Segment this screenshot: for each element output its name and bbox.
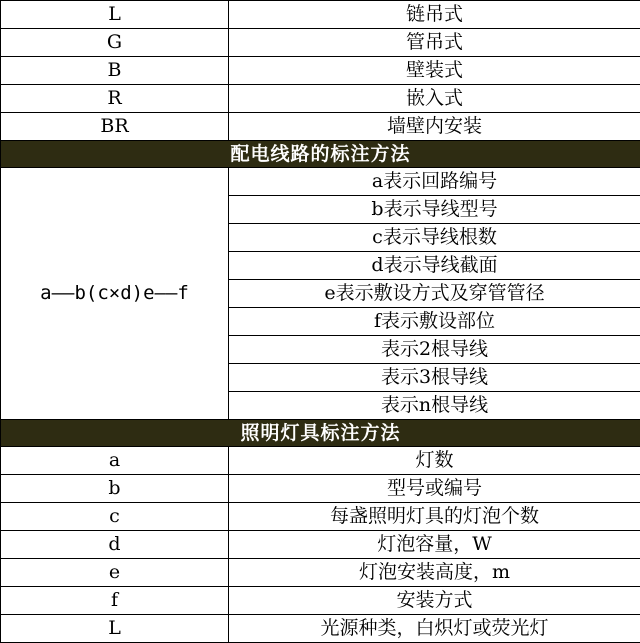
desc-cell: c表示导线根数 [229, 224, 640, 252]
desc-cell: 每盏照明灯具的灯泡个数 [229, 503, 640, 531]
desc-cell: f表示敷设部位 [229, 308, 640, 336]
desc-cell: 表示n根导线 [229, 392, 640, 420]
desc-cell: 嵌入式 [229, 85, 640, 113]
section-header-row [1, 420, 640, 447]
desc-cell: d表示导线截面 [229, 252, 640, 280]
table-row [1, 57, 640, 85]
desc-cell: b表示导线型号 [229, 196, 640, 224]
table-row [1, 1, 640, 29]
desc-cell: 墙壁内安装 [229, 113, 640, 141]
code-cell: R [1, 85, 229, 113]
code-cell: f [1, 587, 229, 615]
code-cell: b [1, 475, 229, 503]
formula-text: a——b(c×d)e——f [40, 284, 189, 303]
desc-cell: 型号或编号 [229, 475, 640, 503]
table-row [1, 503, 640, 531]
code-cell: a [1, 447, 229, 475]
table-row [1, 615, 640, 643]
code-cell: G [1, 29, 229, 57]
code-cell: d [1, 531, 229, 559]
desc-cell: 表示2根导线 [229, 336, 640, 364]
section-title-wiring: 配电线路的标注方法 [1, 141, 640, 168]
table-row [1, 168, 640, 196]
code-cell: L [1, 1, 229, 29]
desc-cell: 管吊式 [229, 29, 640, 57]
table-row [1, 85, 640, 113]
desc-cell: e表示敷设方式及穿管管径 [229, 280, 640, 308]
table-row [1, 475, 640, 503]
desc-cell: 链吊式 [229, 1, 640, 29]
table-row [1, 29, 640, 57]
desc-cell: 灯泡安装高度，m [229, 559, 640, 587]
desc-cell: 灯泡容量，W [229, 531, 640, 559]
code-cell: B [1, 57, 229, 85]
formula-cell [1, 168, 229, 420]
desc-cell: 壁装式 [229, 57, 640, 85]
section-header-row [1, 141, 640, 168]
table-row [1, 531, 640, 559]
desc-cell: a表示回路编号 [229, 168, 640, 196]
code-cell: e [1, 559, 229, 587]
table-row [1, 587, 640, 615]
table-row [1, 559, 640, 587]
table-row [1, 113, 640, 141]
desc-cell: 灯数 [229, 447, 640, 475]
table-row [1, 447, 640, 475]
desc-cell: 光源种类，白炽灯或荧光灯 [229, 615, 640, 643]
desc-cell: 安装方式 [229, 587, 640, 615]
desc-cell: 表示3根导线 [229, 364, 640, 392]
code-cell: BR [1, 113, 229, 141]
code-cell: c [1, 503, 229, 531]
section-title-lighting: 照明灯具标注方法 [1, 420, 640, 447]
code-cell: L [1, 615, 229, 643]
